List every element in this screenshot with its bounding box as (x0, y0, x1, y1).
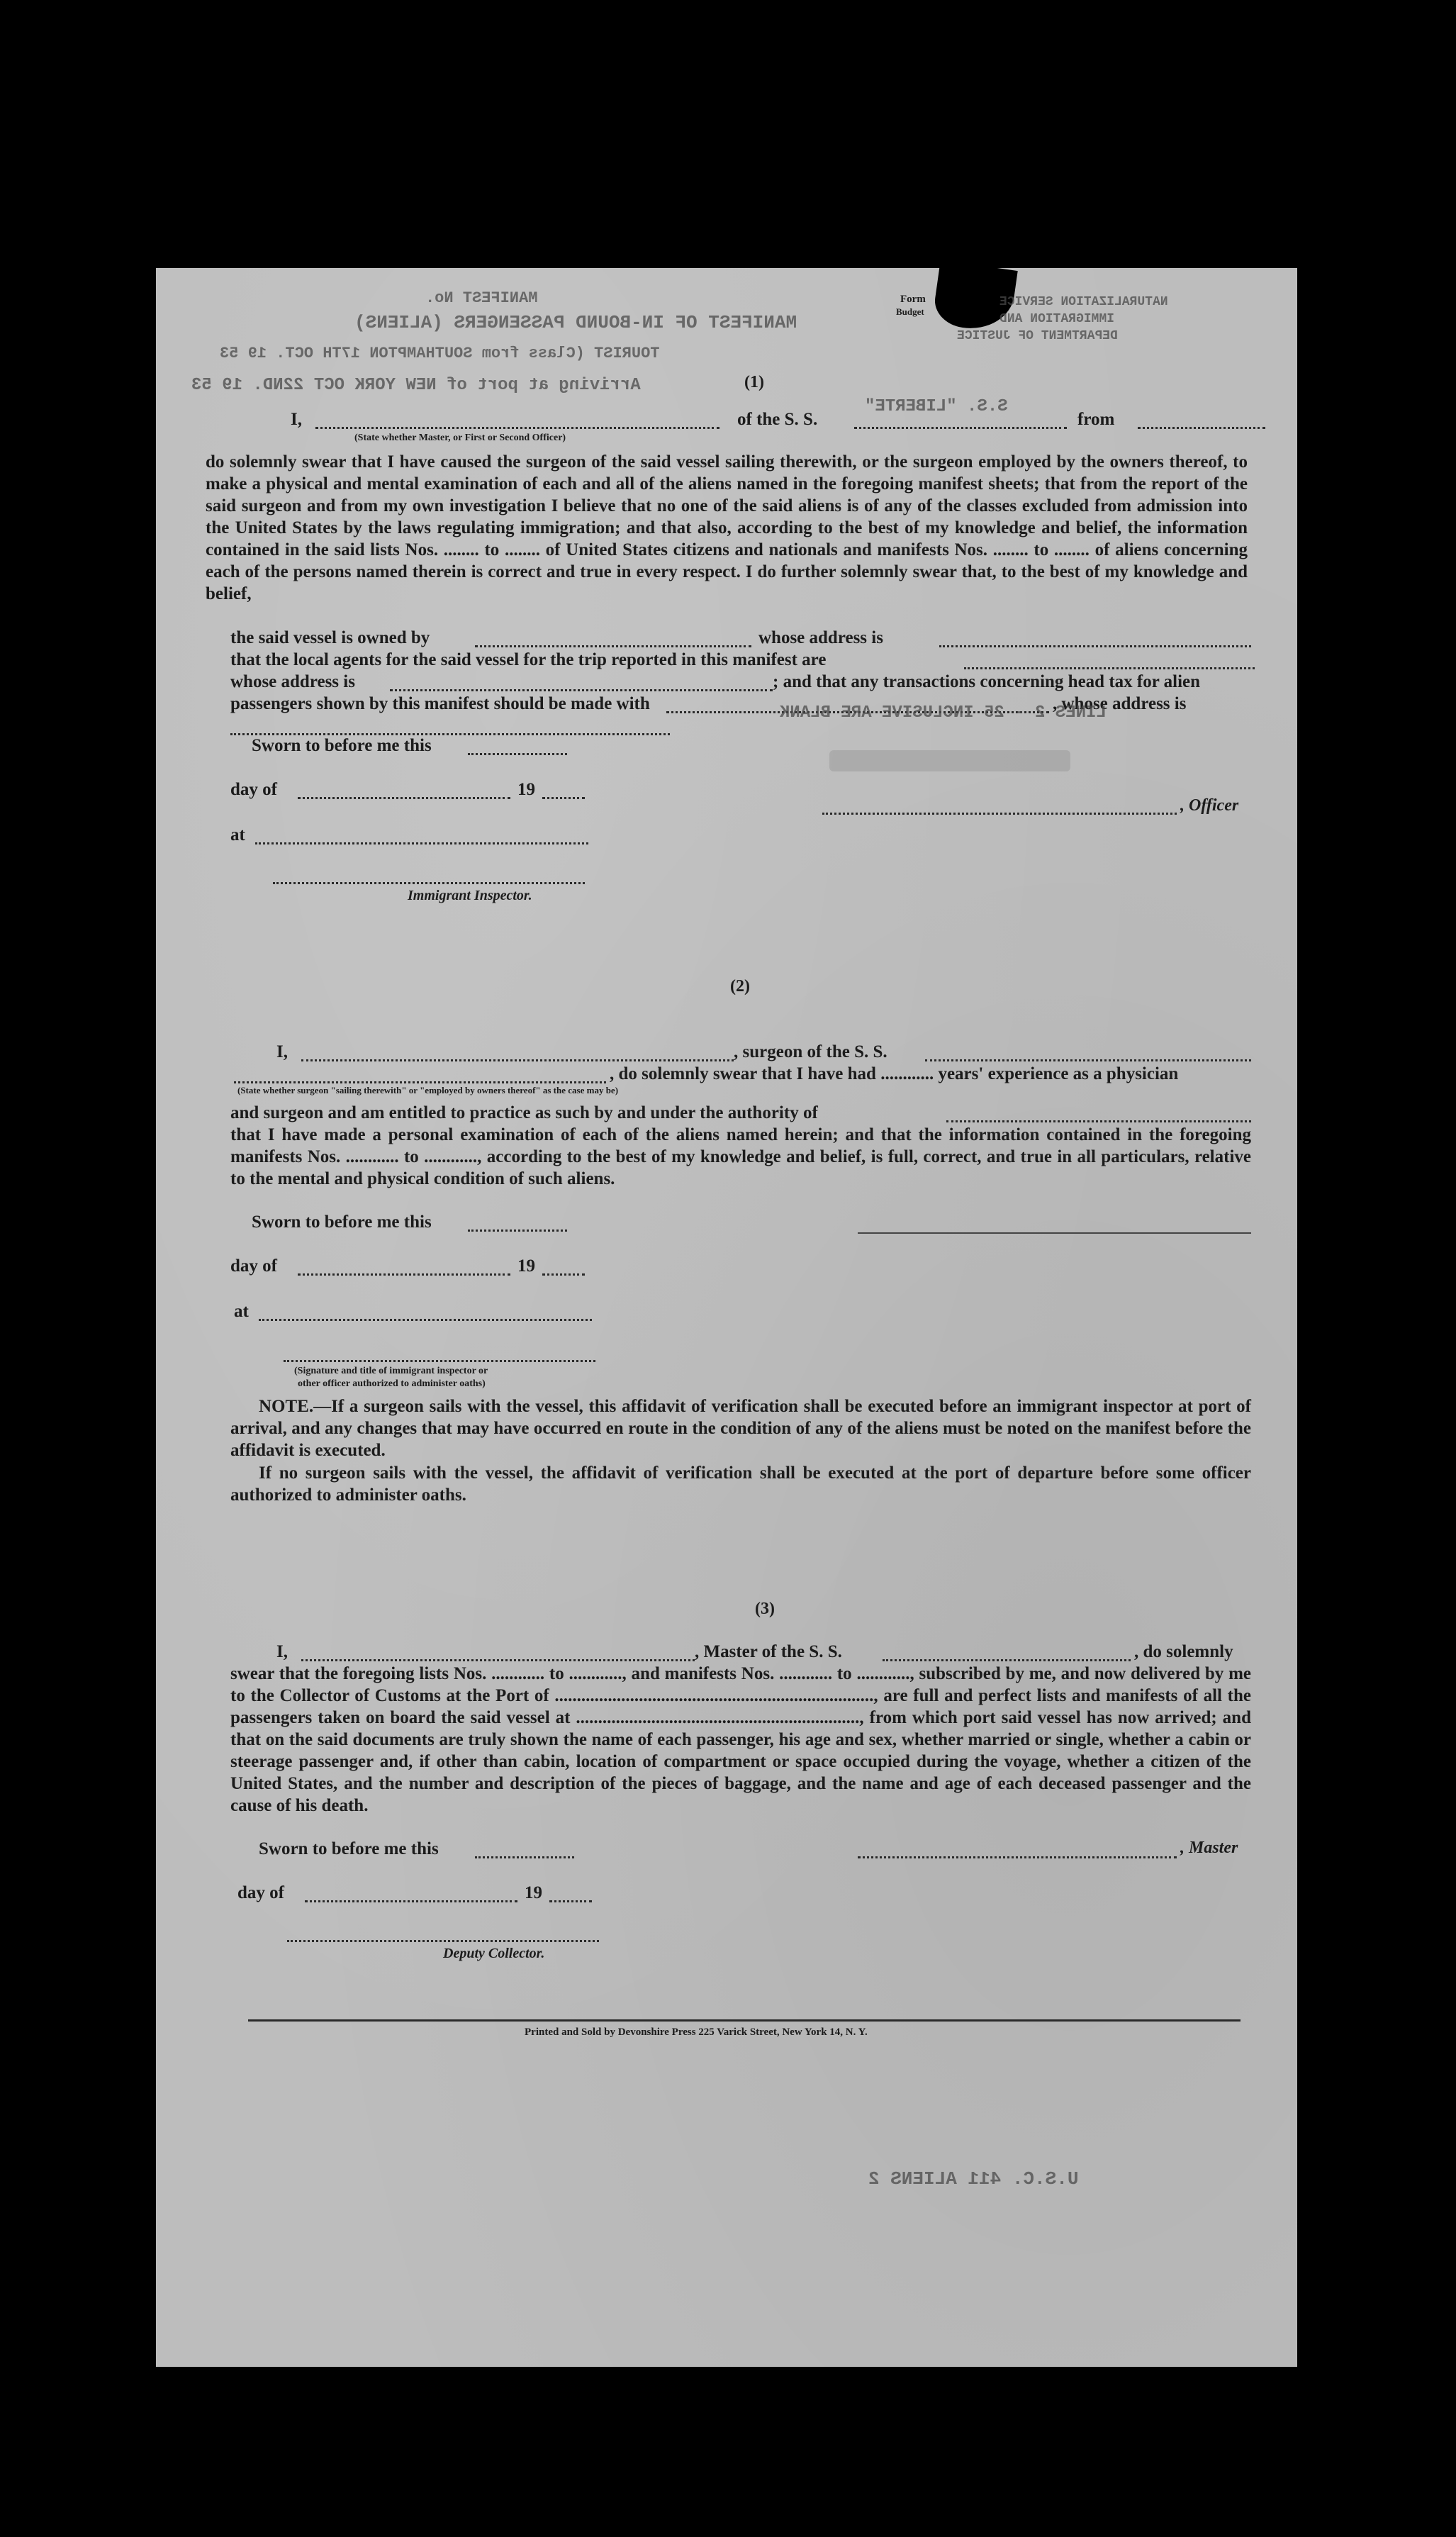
s2-status-line (234, 1081, 606, 1083)
s1-sworn: Sworn to before me this (252, 736, 432, 755)
s1-passengers-line: passengers shown by this manifest should be made with (230, 694, 650, 713)
s2-note-2: If no surgeon sails with the vessel, the affidavit of verification shall be executed at the port of departure before some officer authorized to administer oaths. (230, 1463, 1251, 1505)
punch-hole (1328, 776, 1364, 812)
s1-lines-blank-stamp: LINES 2 - 25 INCLUSIVE ARE BLANK (780, 703, 1107, 723)
s1-whose-address-2: whose address is (230, 672, 355, 691)
punch-hole (1349, 1547, 1384, 1583)
mirror-manifest-no: MANIFEST No. (425, 289, 538, 307)
punch-hole (1342, 454, 1377, 489)
section-3-number: (3) (755, 1600, 775, 1618)
s3-year: 19 (525, 1883, 542, 1902)
s2-paragraph: that I have made a personal examination of each of the aliens named herein; and that the information contained in the foregoing manifests Nos. ............ to ............, according to the best of my knowledge and belief, is full, correct, and true in all particulars, relative to the mental and physical condition of such aliens. (230, 1125, 1251, 1188)
s3-year-line (549, 1900, 592, 1902)
mirror-class-line: TOURIST (Class from SOUTHAMPTON 17TH OCT. 19 53 (220, 345, 660, 362)
s1-owned-by: the said vessel is owned by (230, 628, 430, 647)
s3-do-solemnly: , do solemnly (1134, 1642, 1233, 1661)
s1-vessel-line (854, 427, 1067, 429)
punch-hole (1331, 2143, 1367, 2178)
punch-hole (1328, 1224, 1364, 1259)
s1-whose-address-3: , whose address is (1053, 694, 1187, 713)
s2-name-line (301, 1059, 734, 1061)
s1-day-line (298, 797, 510, 799)
s2-authority: and surgeon and am entitled to practice as such by and under the authority of (230, 1103, 818, 1122)
form-label: Form (900, 294, 926, 305)
s2-sig-note-1: (Signature and title of immigrant inspector or (294, 1366, 488, 1376)
s1-sworn-line (468, 753, 567, 755)
s1-officer-line (315, 427, 719, 429)
punch-hole (1342, 418, 1377, 454)
budget-label: Budget (896, 306, 924, 317)
s2-sig-note-line (284, 1360, 595, 1362)
s3-master-line (858, 1856, 1177, 1858)
mirror-dept-3: DEPARTMENT OF JUSTICE (957, 329, 1118, 343)
s1-inspector-line (273, 882, 585, 884)
s3-deputy: Deputy Collector. (443, 1946, 545, 1961)
s2-authority-line (946, 1120, 1251, 1122)
s3-master: , Master (1180, 1839, 1238, 1857)
s1-of-ss: of the S. S. (737, 410, 818, 429)
footer-printed: Printed and Sold by Devonshire Press 225 Varick Street, New York 14, N. Y. (525, 2026, 868, 2038)
s1-owner-address-line (939, 645, 1251, 647)
s1-at: at (230, 825, 245, 844)
s1-day-of: day of (230, 780, 277, 799)
punch-hole (1344, 2051, 1379, 2086)
s1-officer: , Officer (1180, 796, 1239, 815)
s1-from-label: from (1077, 410, 1115, 429)
s3-master-of: , Master of the S. S. (695, 1642, 842, 1661)
mirror-vessel: S.S. "LIBERTE" (865, 397, 1008, 416)
s2-day-of: day of (230, 1256, 277, 1276)
s1-i-label: I, (291, 410, 302, 429)
s3-name-line (301, 1659, 695, 1661)
s2-i-label: I, (276, 1042, 288, 1061)
s3-deputy-line (287, 1940, 599, 1942)
s3-i-label: I, (276, 1642, 288, 1661)
footer-rule (248, 2019, 1241, 2022)
s1-officer-sig-line (822, 813, 1177, 815)
s2-sworn: Sworn to before me this (252, 1212, 432, 1232)
s2-vessel-line (925, 1059, 1251, 1061)
s2-sworn-line (468, 1230, 567, 1232)
s1-whose-address: whose address is (758, 628, 883, 647)
s2-year: 19 (517, 1256, 535, 1276)
mirror-dept-2: IMMIGRATION AND (999, 312, 1115, 326)
s2-day-line (298, 1273, 510, 1276)
s3-vessel-line (883, 1659, 1131, 1661)
s1-local-agents: that the local agents for the said vessel for the trip reported in this manifest are (230, 650, 827, 669)
s1-stamp-smudge (829, 750, 1070, 771)
s3-day-line (305, 1900, 517, 1902)
s3-sworn-line (475, 1856, 574, 1858)
s2-swear: , do solemnly swear that I have had ............ years' experience as a physician (610, 1064, 1179, 1083)
section-1-number: (1) (744, 373, 764, 391)
s3-paragraph: swear that the foregoing lists Nos. ............ to ............, and manifests Nos. ............ to ............, subscribed by me, and now delivered by me to the Collector of Customs at the Port of ........................................................................, are full and perfect lists and manifests of all the passengers taken on board the said vessel at ................................................................, from which port said vessel has now arrived; and that on the said documents are truly shown the name of each passenger, his age and sex, whether married or single, whether a cabin or steerage passenger and, if other than cabin, location of compartment or space occupied during the voyage, whether a citizen of the United States, and the number and description of the pieces of baggage, and the name and age of each deceased passenger and the cause of his death. (230, 1664, 1251, 1815)
s1-agents-address-line (390, 689, 773, 691)
s1-state-note: (State whether Master, or First or Second Officer) (354, 433, 566, 443)
s2-at-line (259, 1319, 592, 1321)
mirror-title: MANIFEST OF IN-BOUND PASSENGERS (ALIENS) (354, 312, 797, 333)
mirror-dept-1: NATURALIZATION SERVICE (999, 295, 1168, 309)
s2-sig-note-2: other officer authorized to administer oaths) (298, 1378, 486, 1389)
s3-day-of: day of (237, 1883, 284, 1902)
punch-hole (1337, 1991, 1372, 2026)
punch-hole (1330, 303, 1365, 339)
s3-sworn: Sworn to before me this (259, 1839, 439, 1858)
s1-paragraph: do solemnly swear that I have caused the surgeon of the said vessel sailing therewith, or the surgeon employed by the owners thereof, to make a physical and mental examination of each and all of the aliens named in the foregoing manifest sheets; that from the report of the said surgeon and from my own investigation I believe that no one of the said aliens is of any of the classes excluded from admission into the United States by the laws regulating immigration; and that also, according to the best of my knowledge and belief, the information contained in the said lists Nos. ........ to ........ of United States citizens and nationals and manifests Nos. ........ to ........ of aliens concerning each of the persons named therein is correct and true in every respect. I do further solemnly swear that, to the best of my knowledge and belief, (206, 452, 1248, 603)
s2-note: NOTE.—If a surgeon sails with the vessel, this affidavit of verification shall be executed before an immigrant inspector at port of arrival, and any changes that may have occurred en route in the condition of any of the aliens must be noted on the manifest before the affidavit is executed. (230, 1397, 1251, 1460)
s1-from-line (1138, 427, 1265, 429)
form-budget-stamp (893, 268, 943, 325)
s1-agents-line (964, 667, 1255, 669)
s2-sig-line (858, 1232, 1251, 1234)
s2-year-line (542, 1273, 585, 1276)
s2-surgeon-of: , surgeon of the S. S. (734, 1042, 887, 1061)
manifest-sheet (156, 268, 1297, 2367)
s2-at: at (234, 1302, 249, 1321)
section-2-number: (2) (730, 977, 750, 996)
s1-at-line (255, 842, 588, 844)
s1-inspector: Immigrant Inspector. (408, 888, 532, 903)
s2-state-note: (State whether surgeon "sailing therewith" or "employed by owners thereof" as the case may be) (237, 1085, 619, 1095)
s1-owner-line (475, 645, 751, 647)
mirror-form-number: U.S.C. 411 ALIENS 2 (868, 2168, 1079, 2190)
s1-head-tax: ; and that any transactions concerning head tax for alien (773, 672, 1201, 691)
s1-year-line (542, 797, 585, 799)
mirror-arriving-line: Arriving at port of NEW YORK OCT 22ND. 19 53 (191, 376, 641, 395)
s1-year: 19 (517, 780, 535, 799)
